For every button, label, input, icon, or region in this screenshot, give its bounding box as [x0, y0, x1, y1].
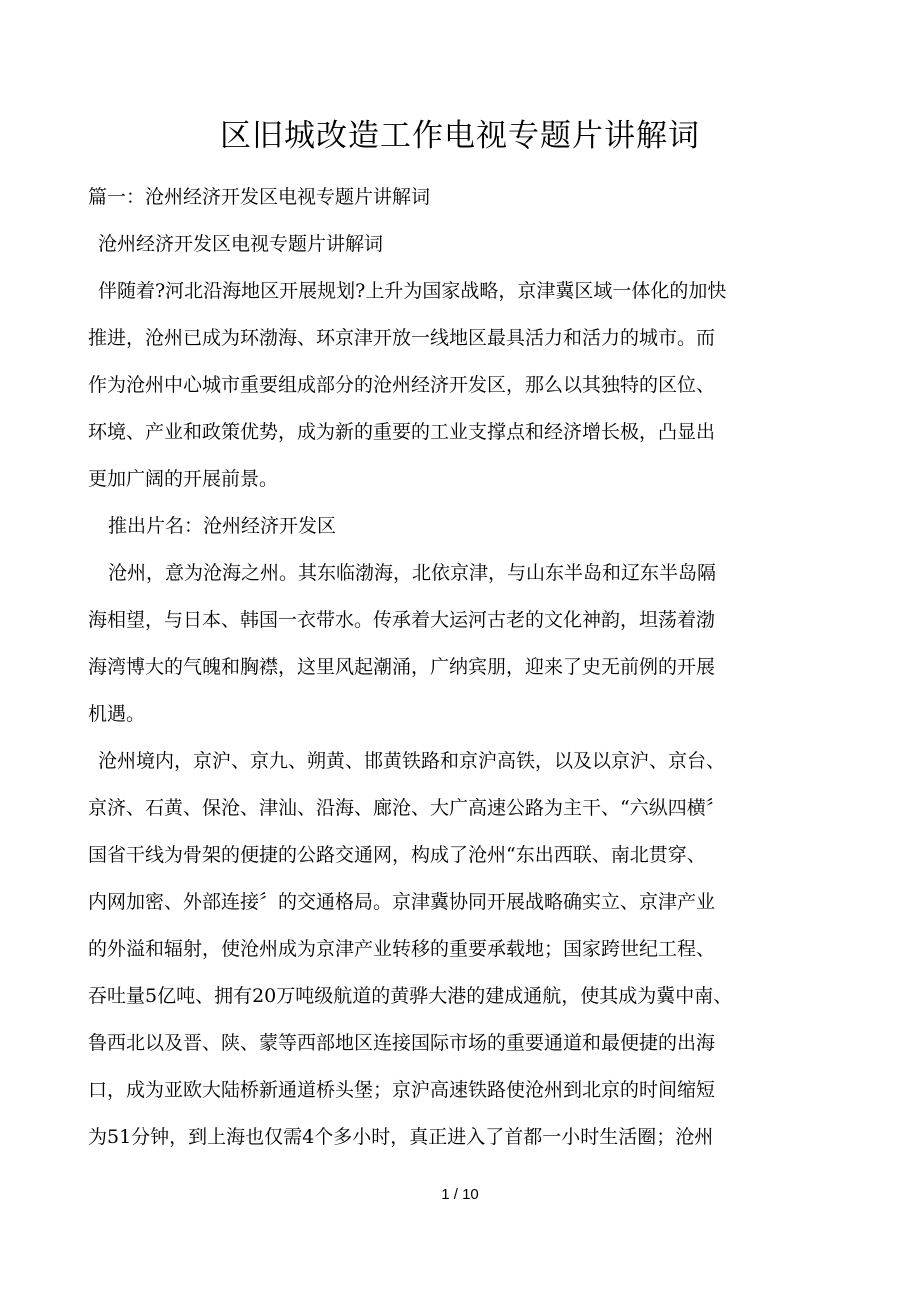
body-text-line: 更加广阔的开展前景。	[88, 468, 279, 490]
document-body	[88, 174, 828, 1161]
body-text-line: 海湾博大的气魄和胸襟，这里风起潮涌，广纳宾朋，迎来了史无前例的开展	[88, 656, 716, 678]
body-text-line: 国省干线为骨架的便捷的公路交通网，构成了沧州“东出西联、南北贯穿、	[88, 844, 706, 866]
document-title: 区旧城改造工作电视专题片讲解词	[220, 118, 700, 154]
body-text-line: 伴随着?河北沿海地区开展规划?上升为国家战略，京津冀区域一体化的加快	[98, 280, 727, 302]
body-text-line: 沧州境内，京沪、京九、朔黄、邯黄铁路和京沪高铁，以及以京沪、京台、	[98, 750, 726, 772]
body-text-line: 鲁西北以及晋、陕、蒙等西部地区连接国际市场的重要通道和最便捷的出海	[88, 1032, 716, 1054]
body-text-line: 推出片名：沧州经济开发区	[108, 515, 337, 537]
body-text-line: 沧州，意为沧海之州。其东临渤海，北依京津，与山东半岛和辽东半岛隔	[108, 562, 717, 584]
body-text-line: 环境、产业和政策优势，成为新的重要的工业支撑点和经济增长极，凸显出	[88, 421, 716, 443]
body-text-line: 推进，沧州已成为环渤海、环京津开放一线地区最具活力和活力的城市。而	[88, 327, 716, 349]
body-text-line: 海相望，与日本、韩国一衣带水。传承着大运河古老的文化神韵，坦荡着渤	[88, 609, 716, 631]
body-text-line: 京济、石黄、保沧、津汕、沿海、廊沧、大广高速公路为主干、“六纵四横〞	[88, 797, 725, 819]
body-text-line: 内网加密、外部连接〞的交通格局。京津冀协同开展战略确实立、京津产业	[88, 891, 716, 913]
body-text-line: 作为沧州中心城市重要组成部分的沧州经济开发区，那么以其独特的区位、	[88, 374, 716, 396]
body-text-line: 机遇。	[88, 703, 146, 725]
body-text-line: 篇一：沧州经济开发区电视专题片讲解词	[88, 186, 431, 208]
body-text-line: 吞吐量5亿吨、拥有20万吨级航道的黄骅大港的建成通航，使其成为冀中南、	[88, 985, 733, 1007]
page-number: 1 / 10	[441, 1186, 479, 1203]
body-text-line: 的外溢和辐射，使沧州成为京津产业转移的重要承载地；国家跨世纪工程、	[88, 938, 716, 960]
body-text-line: 为51分钟，到上海也仅需4个多小时，真正进入了首都一小时生活圈；沧州	[88, 1126, 714, 1148]
body-text-line: 沧州经济开发区电视专题片讲解词	[98, 233, 384, 255]
body-text-line: 口，成为亚欧大陆桥新通道桥头堡；京沪高速铁路使沧州到北京的时间缩短	[88, 1079, 716, 1101]
